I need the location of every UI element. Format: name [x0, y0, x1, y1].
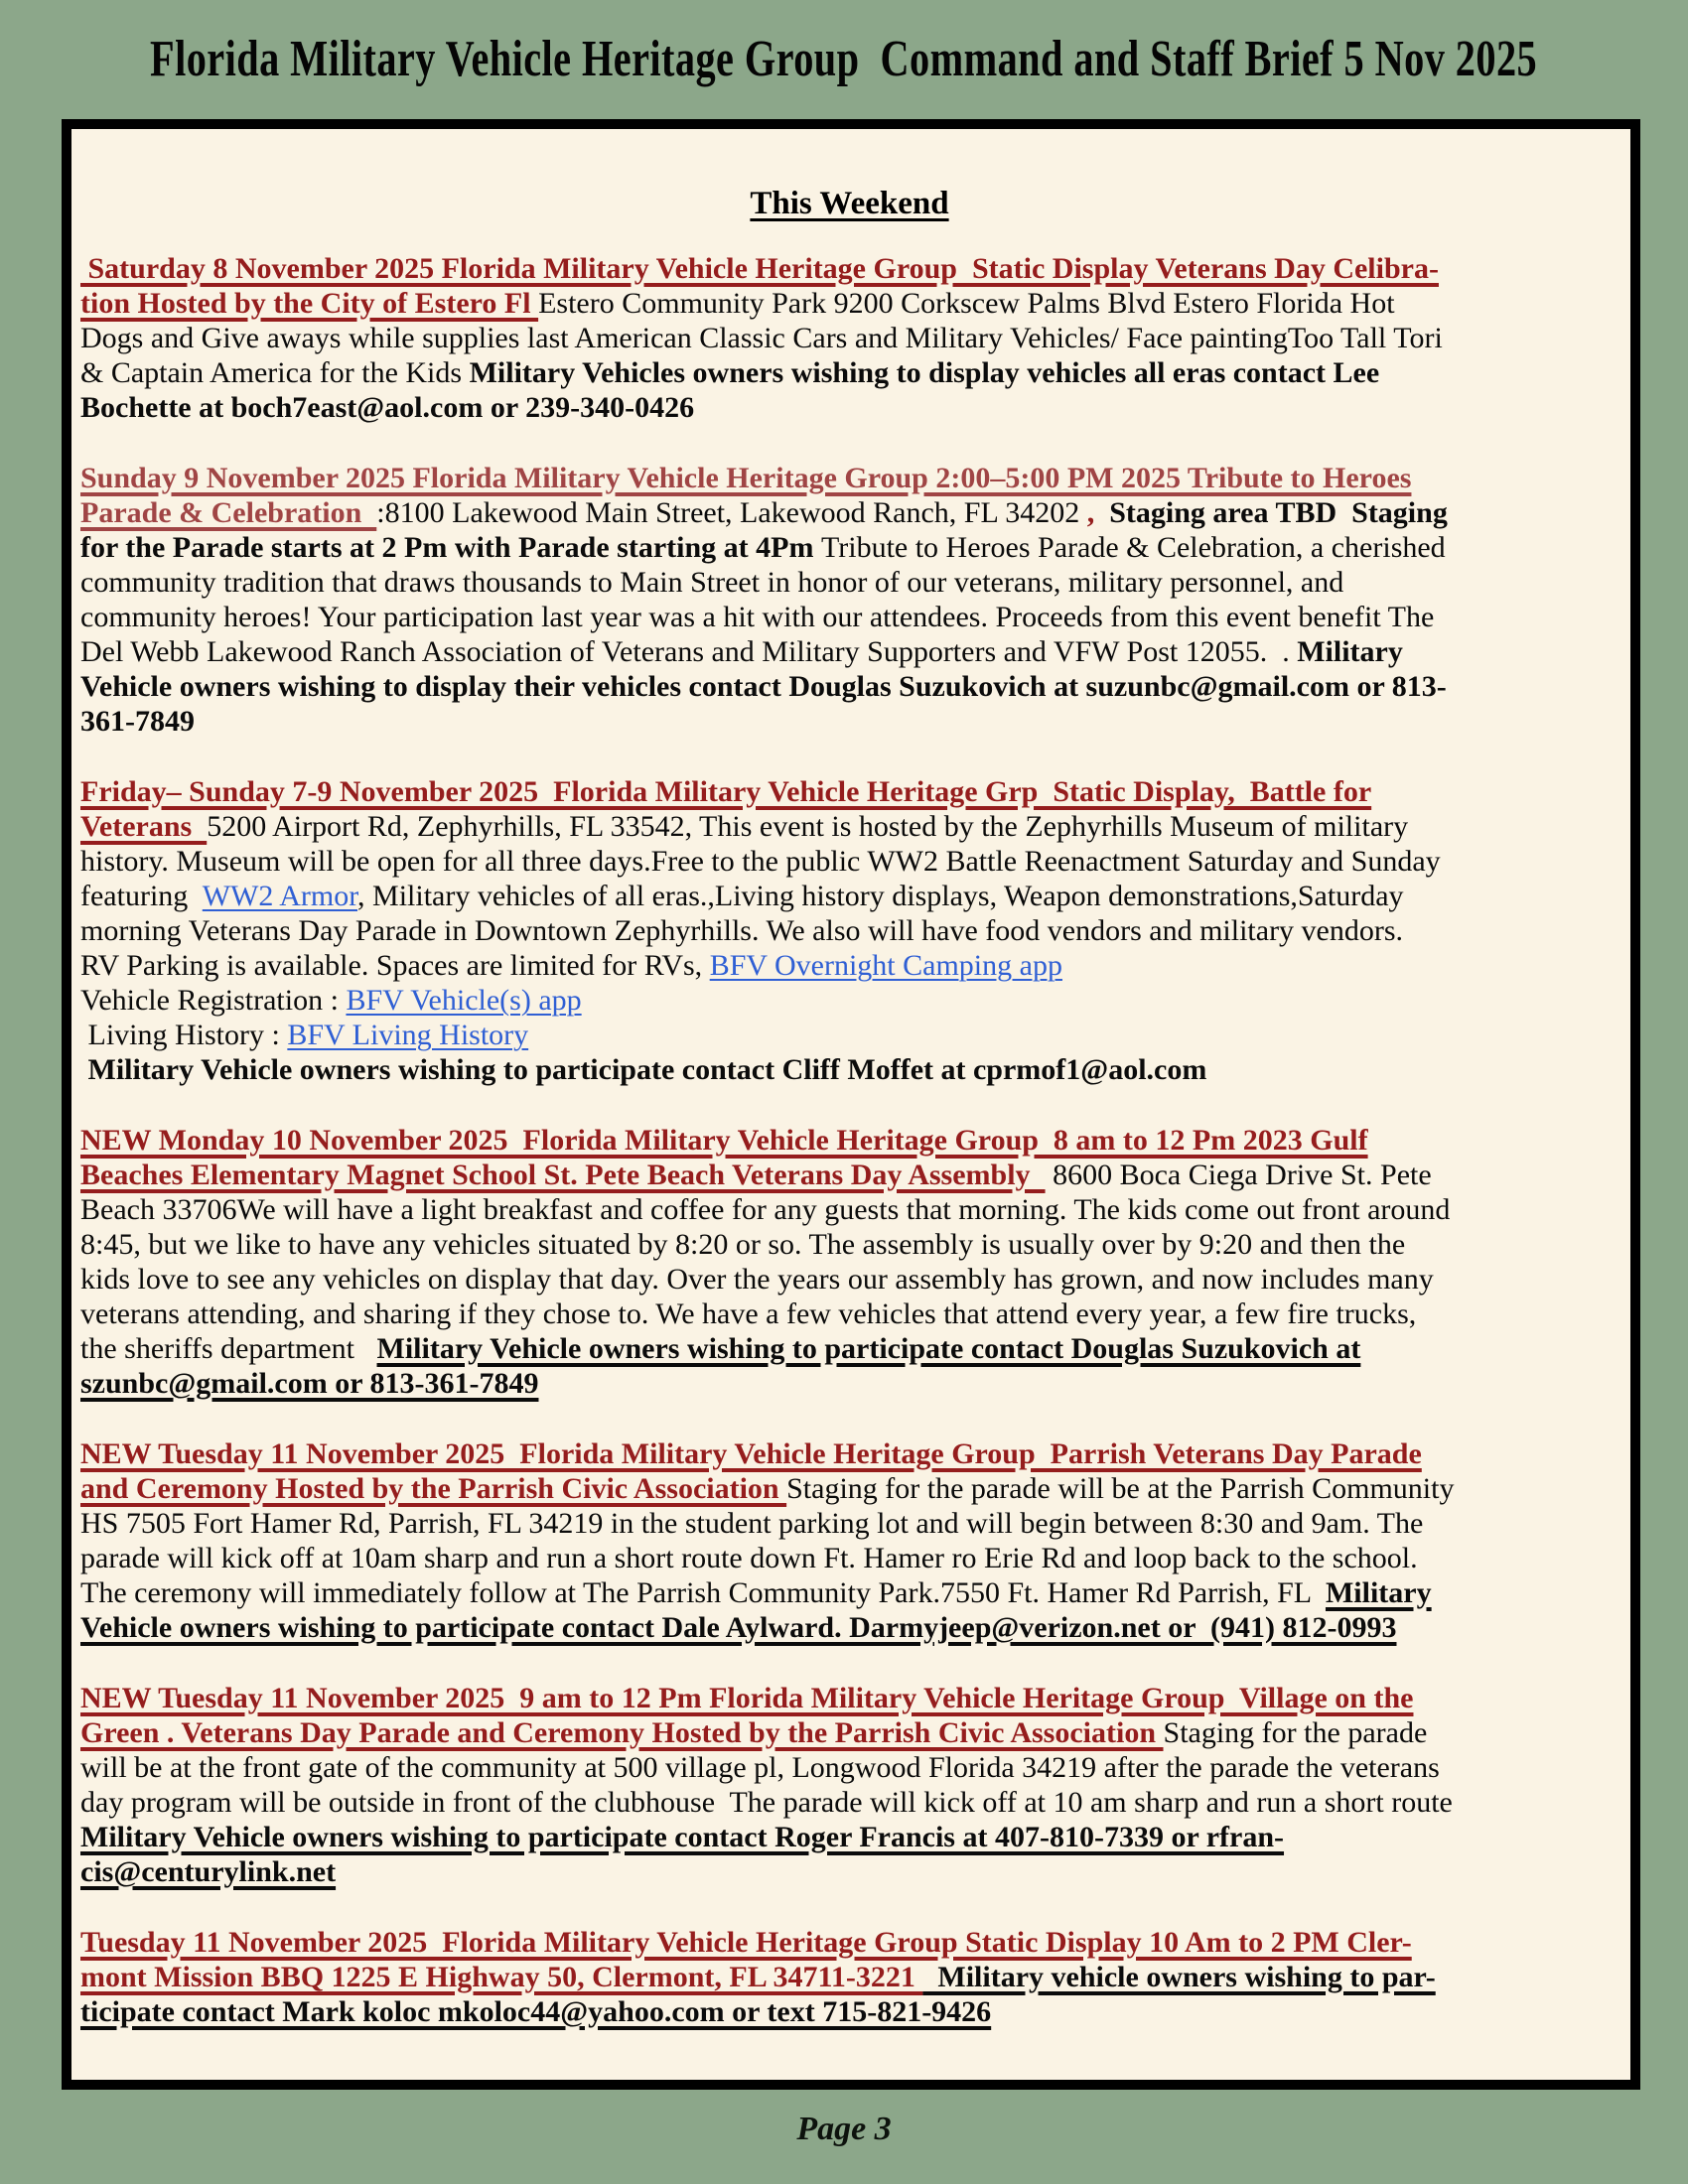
text-run: Beaches Elementary Magnet School St. Pete Beach Veterans Day Assembly — [80, 1159, 1046, 1191]
event-line — [80, 1366, 1618, 1401]
event-line — [80, 1192, 1618, 1227]
event-line — [80, 495, 1618, 530]
text-run: Vehicle Registration : — [80, 984, 347, 1017]
text-run: Sunday 9 November 2025 Florida Military Vehicle Heritage Group 2:00–5:00 PM 2025 Tribute to Heroes — [80, 462, 1412, 494]
hyperlink[interactable]: BFV Vehicle(s) app — [346, 984, 582, 1017]
text-run: mont Mission BBQ 1225 E Highway 50, Clermont, FL 34711-3221 — [80, 1961, 923, 1993]
text-run: Veterans — [80, 810, 208, 843]
page-header — [0, 0, 1688, 119]
event-line — [80, 809, 1618, 844]
event-line — [80, 634, 1618, 669]
text-run: Military Vehicle owners wishing to participate contact Roger Francis at 407-810-7339 or rfran- — [80, 1821, 1285, 1853]
event-line — [80, 844, 1618, 879]
event-line — [80, 1227, 1618, 1262]
event-line — [80, 1506, 1618, 1541]
text-run: & Captain America for the Kids — [80, 356, 470, 389]
text-run: Staging for the parade will be at the Parrish Community — [786, 1472, 1455, 1505]
event-line — [80, 1715, 1618, 1750]
text-run: Staging for the parade — [1163, 1716, 1428, 1749]
event-line — [80, 948, 1618, 983]
event-line — [80, 1820, 1618, 1854]
text-run: cis@centurylink.net — [80, 1855, 337, 1888]
event-line — [80, 286, 1618, 321]
text-run: szunbc@gmail.com or 813-361-7849 — [80, 1367, 539, 1400]
text-run: morning Veterans Day Parade in Downtown Zephyrhills. We also will have food vendors and military vendors. — [80, 914, 1404, 947]
text-run: parade will kick off at 10am sharp and run a short route down Ft. Hamer ro Erie Rd and loop back to the school. — [80, 1542, 1418, 1574]
event-line — [80, 1262, 1618, 1297]
event-line — [80, 390, 1618, 425]
event-line — [80, 1575, 1618, 1610]
text-run: Living History : — [80, 1019, 288, 1051]
text-run: and Ceremony Hosted by the Parrish Civic Association — [80, 1472, 787, 1505]
event-line — [80, 1052, 1618, 1087]
text-run: 361-7849 — [80, 705, 195, 738]
text-run: Dogs and Give aways while supplies last American Classic Cars and Military Vehicles/ Face paintingToo Tall Tori — [80, 322, 1443, 354]
text-run: 5200 Airport Rd, Zephyrhills, FL 33542, This event is hosted by the Zephyrhills Museum of military — [207, 810, 1409, 843]
event-paragraph — [80, 251, 1618, 425]
page-number: Page 3 — [796, 2111, 892, 2147]
text-run: Military — [1325, 1576, 1432, 1609]
text-run: Del Webb Lakewood Ranch Association of Veterans and Military Supporters and VFW Post 12055. . — [80, 635, 1298, 668]
event-line — [80, 1610, 1618, 1645]
event-line — [80, 1471, 1618, 1506]
section-heading — [80, 187, 1618, 221]
text-run: Parade & Celebration — [80, 496, 377, 529]
event-paragraph — [80, 1436, 1618, 1645]
event-line — [80, 1297, 1618, 1331]
text-run: NEW Tuesday 11 November 2025 9 am to 12 Pm Florida Military Vehicle Heritage Group Village on the — [80, 1682, 1414, 1714]
text-run: Bochette at boch7east@aol.com or 239-340-0426 — [80, 391, 695, 424]
event-line — [80, 321, 1618, 355]
text-run: the sheriffs department — [80, 1332, 377, 1365]
event-line — [80, 1158, 1618, 1192]
event-line — [80, 355, 1618, 390]
event-line — [80, 1018, 1618, 1052]
event-paragraph — [80, 1123, 1618, 1401]
event-line — [80, 1960, 1618, 1994]
event-line — [80, 1681, 1618, 1715]
text-run: , Military vehicles of all eras.,Living history displays, Weapon demonstrations,Saturday — [357, 880, 1404, 912]
hyperlink[interactable]: BFV Overnight Camping app — [709, 949, 1062, 982]
text-run: Saturday 8 November 2025 Florida Military Vehicle Heritage Group Static Display Veterans Day Celibra- — [80, 252, 1439, 285]
text-run: Military Vehicle owners wishing to participate contact Cliff Moffet at cprmof1@aol.com — [80, 1053, 1207, 1086]
event-line — [80, 704, 1618, 739]
event-line — [80, 913, 1618, 948]
text-run: RV Parking is available. Spaces are limited for RVs, — [80, 949, 710, 982]
text-run: Green . Veterans Day Parade and Ceremony Hosted by the Parrish Civic Association — [80, 1716, 1164, 1749]
text-run: Staging area TBD Staging — [1101, 496, 1448, 529]
section-heading-text: This Weekend — [750, 186, 949, 221]
text-run: 8:45, but we like to have any vehicles situated by 8:20 or so. The assembly is usually over by 9:20 and then the — [80, 1228, 1406, 1261]
event-line — [80, 669, 1618, 704]
event-line — [80, 530, 1618, 565]
text-run: The ceremony will immediately follow at The Parrish Community Park.7550 Ft. Hamer Rd Parrish, FL — [80, 1576, 1326, 1609]
events — [80, 251, 1618, 2029]
event-line — [80, 251, 1618, 286]
event-line — [80, 461, 1618, 495]
event-paragraph — [80, 461, 1618, 739]
event-line — [80, 879, 1618, 913]
text-run: Tribute to Heroes Parade & Celebration, a cherished — [820, 531, 1446, 564]
text-run: Military vehicle owners wishing to par- — [922, 1961, 1436, 1993]
text-run: Vehicle owners wishing to display their vehicles contact Douglas Suzukovich at suzunbc@gmail.com or 813- — [80, 670, 1447, 703]
event-line — [80, 1436, 1618, 1471]
text-run: Friday– Sunday 7-9 November 2025 Florida Military Vehicle Heritage Grp Static Display, Battle for — [80, 775, 1372, 808]
event-line — [80, 1123, 1618, 1158]
text-run: community tradition that draws thousands to Main Street in honor of our veterans, military personnel, and — [80, 566, 1344, 599]
event-line — [80, 983, 1618, 1018]
text-run: Estero Community Park 9200 Corkscew Palms Blvd Estero Florida Hot — [538, 287, 1395, 320]
page-title: Florida Military Vehicle Heritage Group Command and Staff Brief 5 Nov 2025 — [150, 30, 1538, 88]
text-run: day program will be outside in front of the clubhouse The parade will kick off at 10 am sharp and run a short route — [80, 1786, 1453, 1819]
text-run: :8100 Lakewood Main Street, Lakewood Ranch, FL 34202 — [376, 496, 1087, 529]
event-line — [80, 1331, 1618, 1366]
event-paragraph — [80, 1925, 1618, 2029]
text-run: Military — [1297, 635, 1403, 668]
text-run: tion Hosted by the City of Estero Fl — [80, 287, 539, 320]
text-run: veterans attending, and sharing if they chose to. We have a few vehicles that attend every year, a few fire trucks, — [80, 1297, 1417, 1330]
hyperlink[interactable]: BFV Living History — [287, 1019, 529, 1051]
text-run: featuring — [80, 880, 203, 912]
text-run: Tuesday 11 November 2025 Florida Military Vehicle Heritage Group Static Display 10 Am to 2 PM Cler- — [80, 1926, 1412, 1959]
hyperlink[interactable]: WW2 Armor — [202, 880, 358, 912]
event-paragraph — [80, 774, 1618, 1087]
text-run: will be at the front gate of the community at 500 village pl, Longwood Florida 34219 after the parade the veterans — [80, 1751, 1440, 1784]
text-run: NEW Monday 10 November 2025 Florida Military Vehicle Heritage Group 8 am to 12 Pm 2023 Gulf — [80, 1124, 1368, 1157]
text-run: HS 7505 Fort Hamer Rd, Parrish, FL 34219 in the student parking lot and will begin between 8:30 and 9am. The — [80, 1507, 1424, 1540]
text-run: kids love to see any vehicles on display that day. Over the years our assembly has grown, and now includes many — [80, 1263, 1434, 1296]
event-line — [80, 1854, 1618, 1889]
event-line — [80, 565, 1618, 600]
text-run: Beach 33706We will have a light breakfast and coffee for any guests that morning. The kids come out front around — [80, 1193, 1451, 1226]
content-panel — [62, 119, 1640, 2090]
text-run: NEW Tuesday 11 November 2025 Florida Military Vehicle Heritage Group Parrish Veterans Day Parade — [80, 1437, 1422, 1470]
event-paragraph — [80, 1681, 1618, 1889]
text-run: Vehicle owners wishing to participate contact Dale Aylward. Darmyjeep@verizon.net or (941) 812-0993 — [80, 1611, 1397, 1644]
event-line — [80, 1994, 1618, 2029]
text-run: for the Parade starts at 2 Pm with Parade starting at 4Pm — [80, 531, 821, 564]
text-run: Military Vehicle owners wishing to participate contact Douglas Suzukovich at — [376, 1332, 1361, 1365]
text-run: history. Museum will be open for all three days.Free to the public WW2 Battle Reenactment Saturday and Sunday — [80, 845, 1441, 878]
text-run: community heroes! Your participation last year was a hit with our attendees. Proceeds from this event benefit The — [80, 601, 1435, 633]
event-line — [80, 1785, 1618, 1820]
text-run: 8600 Boca Ciega Drive St. Pete — [1045, 1159, 1432, 1191]
event-line — [80, 1925, 1618, 1960]
text-run: Military Vehicles owners wishing to display vehicles all eras contact Lee — [469, 356, 1380, 389]
text-run: ticipate contact Mark koloc mkoloc44@yahoo.com or text 715-821-9426 — [80, 1995, 992, 2028]
event-line — [80, 774, 1618, 809]
event-line — [80, 1541, 1618, 1575]
text-run: , — [1086, 496, 1102, 529]
event-line — [80, 600, 1618, 634]
event-line — [80, 1750, 1618, 1785]
